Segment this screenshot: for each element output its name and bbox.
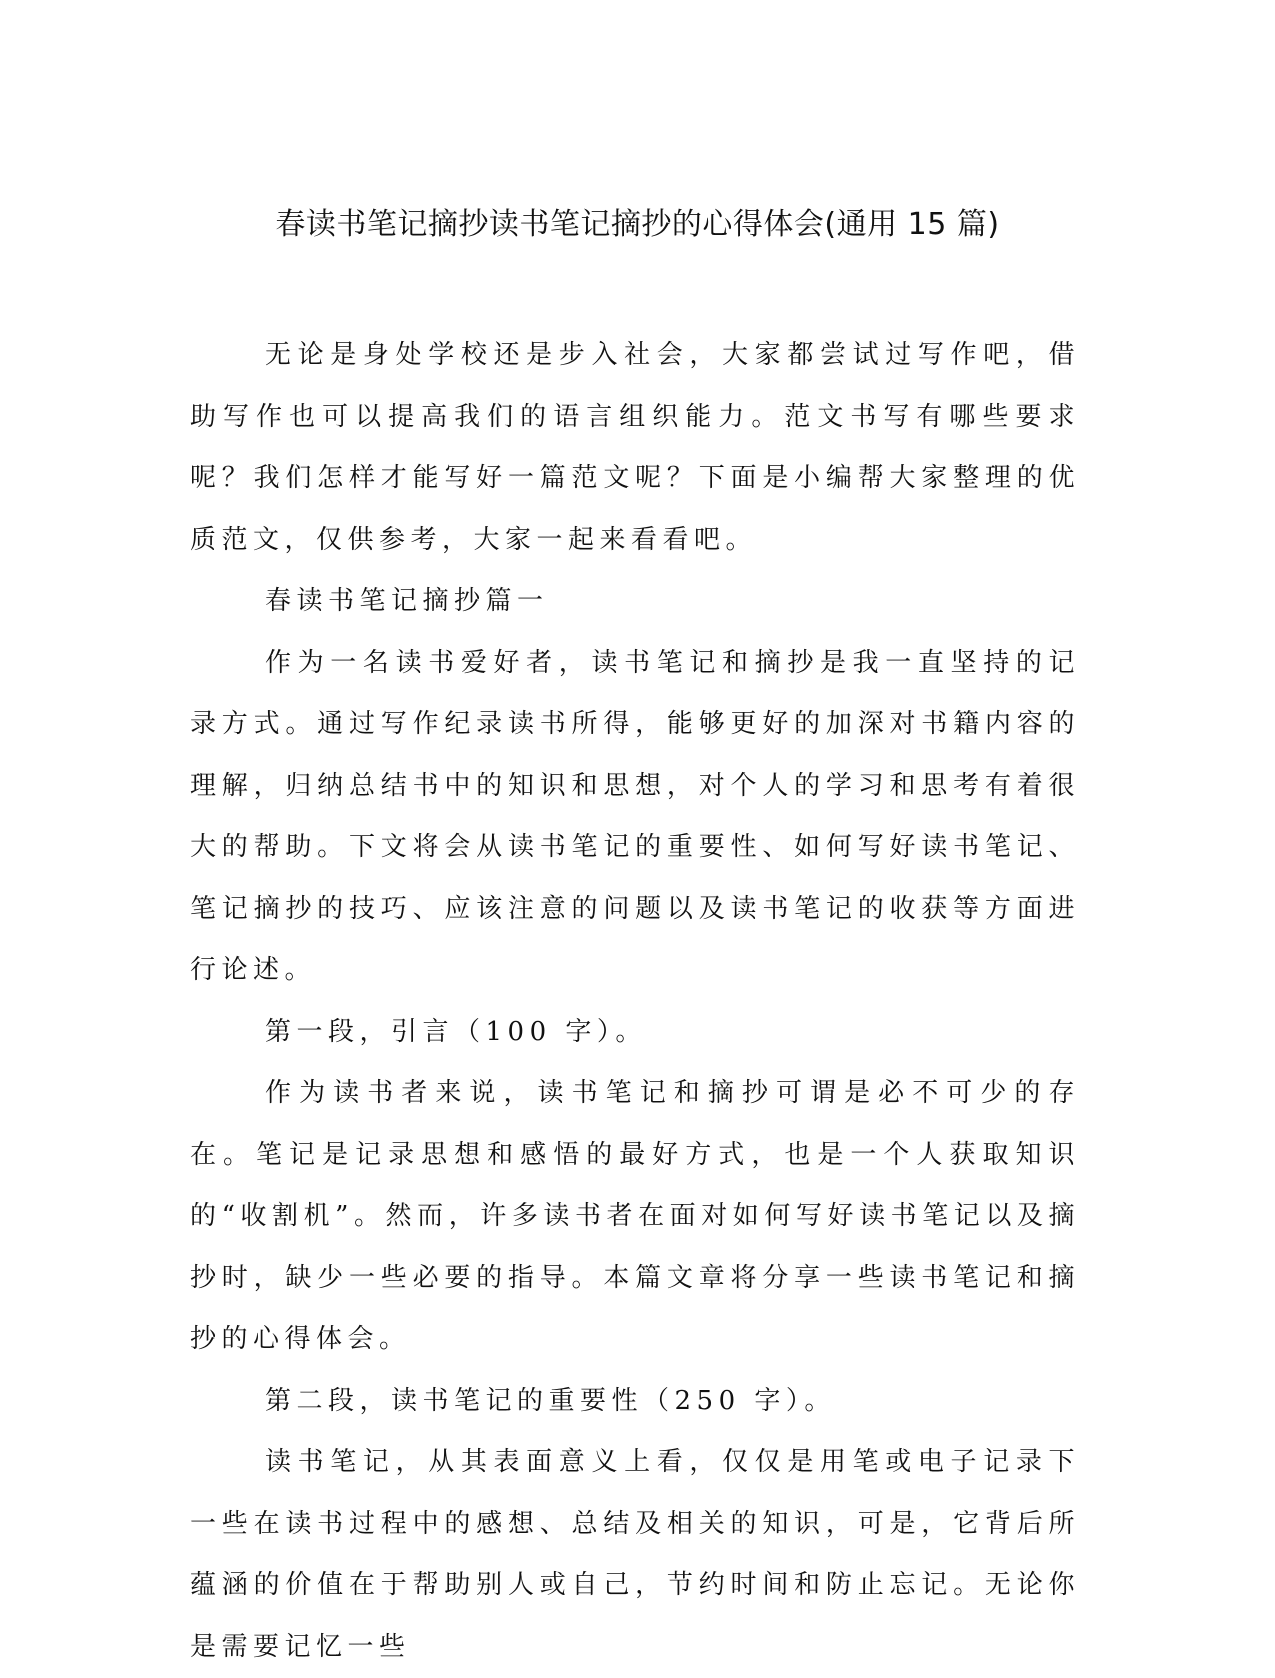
intro-body-paragraph: 作为读书者来说，读书笔记和摘抄可谓是必不可少的存在。笔记是记录思想和感悟的最好方式，也是一个人获取知识的“收割机”。然而，许多读书者在面对如何写好读书笔记以及摘抄时，缺少一些必要的指导。本篇文章将分享一些读书笔记和摘抄的心得体会。 [190,1078,1080,1354]
document-title: 春读书笔记摘抄读书笔记摘抄的心得体会(通用 15 篇) [275,207,1000,242]
overview-paragraph: 作为一名读书爱好者，读书笔记和摘抄是我一直坚持的记录方式。通过写作纪录读书所得，能够更好的加深对书籍内容的理解，归纳总结书中的知识和思想，对个人的学习和思考有着很大的帮助。下文将会从读书笔记的重要性、如何写好读书笔记、笔记摘抄的技巧、应该注意的问题以及读书笔记的收获等方面进行论述。 [190,647,1080,985]
intro-paragraph: 无论是身处学校还是步入社会，大家都尝试过写作吧，借助写作也可以提高我们的语言组织能力。范文书写有哪些要求呢？我们怎样才能写好一篇范文呢？下面是小编帮大家整理的优质范文，仅供参考，大家一起来看看吧。 [190,340,1080,555]
section-heading-importance: 第二段，读书笔记的重要性（250 字）。 [265,1385,836,1416]
section-heading-intro: 第一段，引言（100 字）。 [265,1016,647,1047]
importance-body-paragraph: 读书笔记，从其表面意义上看，仅仅是用笔或电子记录下一些在读书过程中的感想、总结及相关的知识，可是，它背后所蕴涵的价值在于帮助别人或自己，节约时间和防止忘记。无论你是需要记忆一些 [190,1447,1080,1662]
section-heading-part-one: 春读书笔记摘抄篇一 [265,586,549,616]
document-body [190,325,1080,1678]
